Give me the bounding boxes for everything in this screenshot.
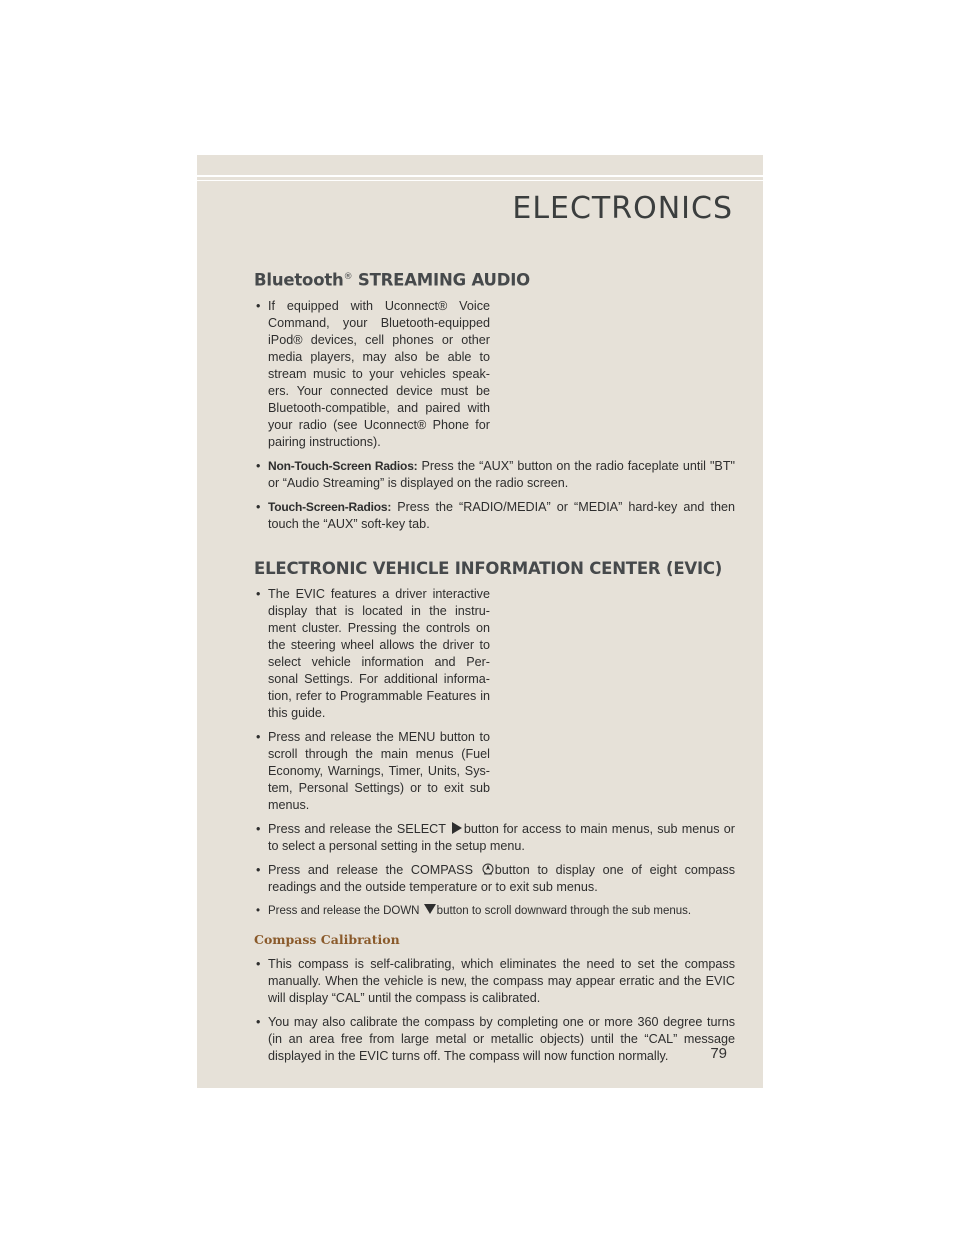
- list-item-text: button to scroll downward through the sub menus.: [436, 904, 692, 917]
- evic-heading: ELECTRONIC VEHICLE INFORMATION CENTER (EVIC): [254, 558, 723, 578]
- section-title: ELECTRONICS: [512, 191, 733, 226]
- list-item-text: Press and release the DOWN: [268, 904, 423, 917]
- list-item-text: Press and release the SELECT: [268, 821, 450, 836]
- list-item: [254, 499, 735, 533]
- bluetooth-list: [254, 298, 735, 533]
- list-item-text: Press the “AUX” button on the radio faceplate until "BT" or “Audio Streaming” is displayed on the radio screen.: [268, 458, 735, 490]
- list-item: • You may also calibrate the compass by completing one or more 360 degree turns (in an area free from large metal or metallic objects) until the “CAL” message displayed in the EVIC turns off. The compass will now function normally.: [254, 1014, 735, 1065]
- bluetooth-title-b: STREAMING AUDIO: [352, 270, 530, 290]
- list-item-text: button to display one of eight compass readings and the outside temperature or to exit sub menus.: [268, 862, 735, 894]
- compass-button-icon: [482, 863, 494, 875]
- list-item: [254, 903, 735, 920]
- list-item: • If equipped with Uconnect® Voice Command, your Bluetooth-equipped iPod® devices, cell phones or other media players, may also be able to stream music to your vehicles speak- ers. Your connected device must be Bluetooth-compatible, and paired with your radio (see Uconnect® Phone for pairing instructions).: [254, 298, 490, 451]
- right-arrow-icon: [451, 822, 463, 834]
- list-item-text: Press and release the COMPASS: [268, 862, 481, 877]
- compass-calibration-heading: Compass Calibration: [254, 931, 400, 947]
- list-item: • The EVIC features a driver interactive display that is located in the instru- ment cluster. Pressing the controls on the steering wheel allows the driver to select vehicle information and Per- sonal Settings. For additional informa- tion, refer to Programmable Features in this guide.: [254, 586, 490, 722]
- list-item-text: Press the “RADIO/MEDIA” or “MEDIA” hard-key and then touch the “AUX” soft-key tab.: [268, 499, 735, 531]
- compass-list: [254, 956, 735, 1065]
- keyword-label: Non-Touch-Screen Radios:: [268, 458, 418, 473]
- list-item: • This compass is self-calibrating, which eliminates the need to set the compass manually. When the vehicle is new, the compass may appear erratic and the EVIC will display “CAL” until the compass is calibrated.: [254, 956, 735, 1007]
- list-item-text: button for access to main menus, sub menus or to select a personal setting in the setup menu.: [268, 821, 735, 853]
- list-item: [254, 821, 735, 855]
- registered-mark: ®: [343, 272, 353, 282]
- keyword-label: Touch-Screen-Radios:: [268, 499, 392, 514]
- bluetooth-heading: [254, 266, 735, 292]
- list-item: [254, 458, 735, 492]
- list-item: • Press and release the MENU button to scroll through the main menus (Fuel Economy, Warnings, Timer, Units, Sys- tem, Personal Settings) or to exit sub menus.: [254, 729, 490, 814]
- evic-list: [254, 586, 735, 920]
- bluetooth-title-a: Bluetooth: [254, 270, 344, 290]
- header-rule-thin: [197, 180, 763, 181]
- header-rule: [197, 175, 763, 177]
- list-item: [254, 862, 735, 896]
- page-number: 79: [710, 1045, 727, 1062]
- down-arrow-icon: [424, 903, 436, 915]
- content-column: [254, 266, 735, 1072]
